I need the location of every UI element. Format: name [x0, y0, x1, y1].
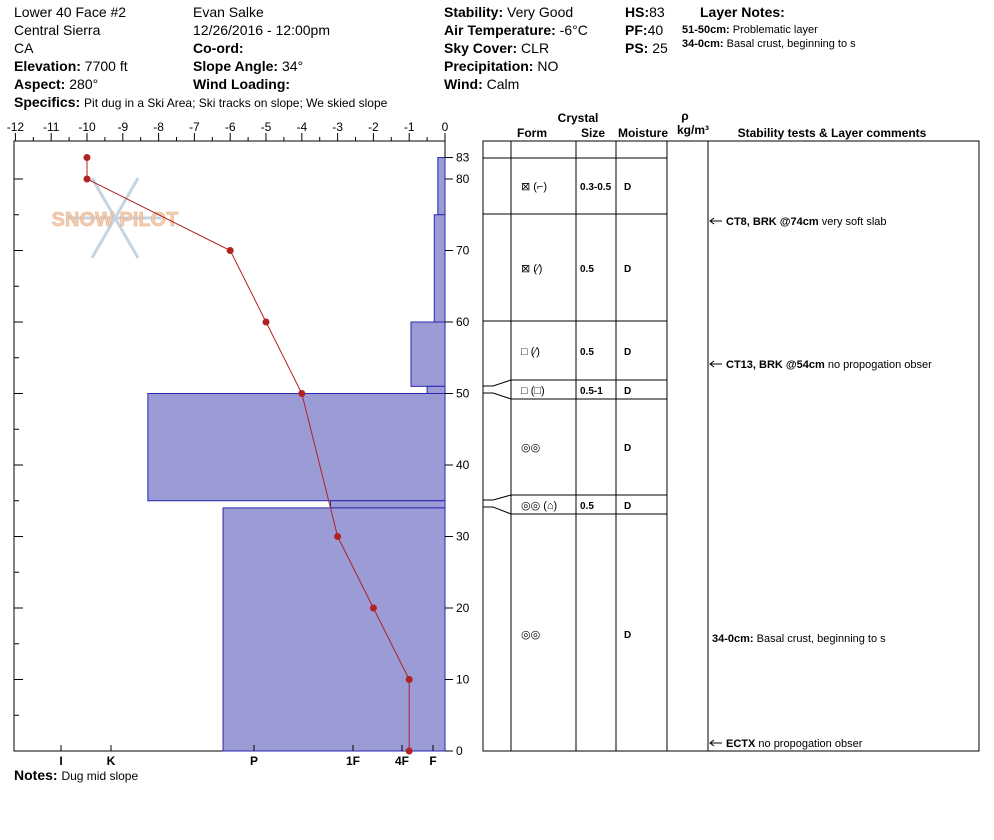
crystal-form: ⊠ (⁄): [521, 263, 543, 275]
hardness-label: I: [59, 754, 63, 768]
temperature-point: [298, 390, 305, 397]
depth-tick-label: 20: [456, 601, 470, 615]
test-code: CT13, BRK @54cm: [726, 359, 825, 371]
wind-label: Wind:: [444, 76, 483, 92]
crystal-form: ◎◎: [521, 629, 541, 641]
size-header: Size: [580, 126, 606, 140]
crystal-size: 0.5: [580, 501, 594, 512]
wind-loading-label: Wind Loading:: [193, 76, 291, 92]
specifics-value: Pit dug in a Ski Area; Ski tracks on slope; We skied slope: [84, 96, 388, 110]
depth-tick-label: 30: [456, 529, 470, 544]
layer-note-range: 34-0cm:: [682, 38, 724, 50]
notes-label: Notes:: [14, 767, 58, 783]
test-code: ECTX: [726, 738, 756, 750]
test-comment: no propogation obser: [824, 359, 932, 371]
depth-tick-label: 0: [456, 744, 463, 758]
temperature-tick-label: -5: [260, 120, 272, 134]
pit-name: Lower 40 Face #2: [14, 4, 127, 20]
test-comment: no propogation obser: [755, 738, 863, 750]
temperature-tick-label: 0: [441, 120, 449, 134]
stability-value: Very Good: [507, 4, 574, 20]
moisture-value: D: [624, 501, 632, 512]
crystal-size: 0.5: [580, 347, 594, 358]
density-unit: kg/m³: [676, 123, 710, 137]
hardness-bar: [223, 508, 445, 751]
moisture-value: D: [624, 182, 632, 193]
moisture-value: D: [624, 630, 632, 641]
observer: Evan Salke: [193, 4, 264, 20]
depth-tick-label: 40: [456, 458, 470, 472]
table-frame: [483, 141, 979, 751]
stability-test: [726, 216, 887, 228]
temperature-tick-label: -1: [403, 120, 415, 134]
slope-label: Slope Angle:: [193, 58, 279, 74]
hs-value: 83: [649, 4, 665, 20]
watermark-logo: SNOW PILOT: [51, 209, 179, 231]
crystal-size: 0.5-1: [580, 386, 603, 397]
pf-label: PF:: [625, 22, 648, 38]
layer-connector: [483, 393, 511, 399]
air-temp-label: Air Temperature:: [444, 22, 556, 38]
hardness-label: 1F: [345, 754, 361, 768]
layer-notes-title-text: Layer Notes:: [700, 4, 785, 20]
hardness-bar: [330, 501, 445, 508]
temperature-point: [84, 154, 91, 161]
layer-connector: [483, 507, 511, 514]
layer-comment-code: 34-0cm:: [712, 633, 754, 645]
crystal-form: ⊠ (⌐): [521, 181, 548, 193]
moisture-value: D: [624, 347, 632, 358]
notes-text: Dug mid slope: [61, 769, 139, 783]
hardness-label: K: [106, 754, 116, 768]
depth-tick-label: 10: [456, 672, 470, 687]
elevation-value: 7700 ft: [84, 58, 128, 74]
layer-connector: [483, 380, 511, 386]
sky-label: Sky Cover:: [444, 40, 518, 56]
aspect-value: 280°: [69, 76, 99, 92]
stability-test: [726, 359, 932, 371]
datetime: 12/26/2016 - 12:00pm: [193, 22, 330, 38]
hardness-bar: [434, 215, 445, 322]
density-symbol: ρ: [681, 109, 689, 123]
air-temp-value: -6°C: [559, 22, 588, 38]
layer-note-range: 51-50cm:: [682, 24, 730, 36]
aspect-label: Aspect:: [14, 76, 66, 92]
hardness-bar: [427, 386, 445, 393]
temperature-point: [263, 319, 270, 326]
temperature-tick-label: -9: [117, 120, 129, 134]
sky-value: CLR: [521, 40, 550, 56]
crystal-header: Crystal: [557, 111, 599, 125]
temperature-point: [406, 676, 413, 683]
depth-tick-label: 83: [456, 150, 470, 165]
ps-value: 25: [652, 40, 668, 56]
elevation-label: Elevation:: [14, 58, 81, 74]
depth-tick-label: 50: [456, 386, 470, 401]
temperature-tick-label: -2: [368, 120, 379, 134]
temperature-point: [370, 605, 377, 612]
temperature-tick-label: -6: [224, 120, 236, 134]
depth-tick-label: 70: [456, 243, 470, 258]
precip-value: NO: [537, 58, 559, 74]
temperature-tick-label: -3: [332, 120, 343, 134]
coord-label: Co-ord:: [193, 40, 244, 56]
hardness-label: F: [429, 754, 437, 768]
moisture-value: D: [624, 443, 632, 454]
ps-label: PS:: [625, 40, 649, 56]
temperature-point: [334, 533, 341, 540]
precip-label: Precipitation:: [444, 58, 534, 74]
hardness-bar: [148, 394, 445, 501]
crystal-form: □ (⁄): [521, 346, 540, 358]
crystal-form: ◎◎ (⌂): [521, 500, 558, 512]
crystal-size: 0.3-0.5: [580, 182, 612, 193]
temperature-tick-label: -7: [189, 120, 200, 134]
moisture-header: Moisture: [617, 126, 669, 140]
crystal-size: 0.5: [580, 264, 594, 275]
temperature-point: [227, 247, 234, 254]
hardness-label: P: [249, 754, 259, 768]
temperature-tick-label: -10: [78, 120, 96, 134]
depth-tick-label: 60: [456, 315, 470, 329]
layer-note-text: Problematic layer: [732, 24, 818, 36]
layer-connector: [483, 495, 511, 500]
moisture-value: D: [624, 386, 632, 397]
stability-test: [726, 738, 863, 750]
slope-value: 34°: [281, 58, 304, 74]
hs-label: HS:: [625, 4, 650, 20]
temperature-point: [84, 176, 91, 183]
hardness-bar: [411, 322, 445, 386]
specifics-label: Specifics:: [14, 94, 81, 110]
stability-label: Stability:: [444, 4, 504, 20]
hardness-label: 4F: [394, 754, 410, 768]
crystal-form: ◎◎: [521, 442, 541, 454]
layer-comment: [712, 633, 886, 645]
pf-value: 40: [647, 22, 664, 38]
temperature-point: [406, 748, 413, 755]
test-code: CT8, BRK @74cm: [726, 216, 819, 228]
depth-tick-label: 80: [456, 172, 470, 186]
range: Central Sierra: [14, 22, 101, 38]
temperature-tick-label: -11: [42, 120, 60, 134]
temperature-tick-label: -4: [296, 120, 308, 134]
layer-note-text: Basal crust, beginning to s: [726, 38, 856, 50]
temperature-tick-label: -12: [6, 120, 25, 134]
moisture-value: D: [624, 264, 632, 275]
crystal-form: □ (□): [521, 385, 545, 397]
form-header: Form: [517, 126, 547, 140]
test-comment: very soft slab: [818, 216, 887, 228]
temperature-tick-label: -8: [153, 120, 164, 134]
stability-header: Stability tests & Layer comments: [737, 126, 927, 140]
wind-value: Calm: [486, 76, 520, 92]
hardness-bar: [438, 158, 445, 215]
layer-comment-text: Basal crust, beginning to s: [753, 633, 886, 645]
state: CA: [14, 40, 34, 56]
